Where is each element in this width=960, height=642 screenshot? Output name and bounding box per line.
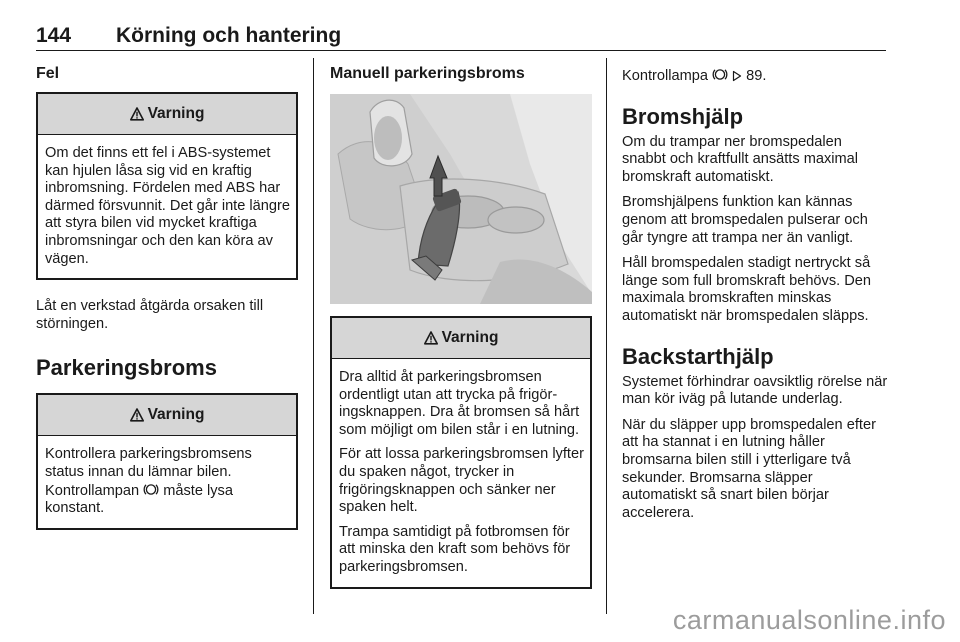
manual-parking-heading: Manuell parkeringsbroms [330,65,525,82]
lamp-page-ref: 89. [742,68,767,84]
warning-triangle-icon [130,408,144,422]
warning-triangle-icon [424,331,438,345]
parkeringsbroms-heading: Parkeringsbroms [36,355,217,381]
warning-triangle-icon [130,107,144,121]
column-divider-1 [313,58,314,614]
workshop-advice: Låt en verkstad åtgärda orsaken till störningen. [36,298,264,332]
bromshjalp-para1: Om du trampar ner bromspedalen snabbt och kraftfullt ansätts maximal bromskraft automatiskt. [622,133,859,185]
bromshjalp-heading: Bromshjälp [622,103,744,129]
lamp-prefix: Kontrollampa [622,68,713,84]
warning-box-abs [36,92,298,280]
brake-lamp-icon [143,482,159,497]
column-1 [36,64,298,530]
header-rule [36,50,886,51]
backstart-para2: När du släpper upp bromspedalen efter att ha stannat i en lutning håller bromsarna bilen still i ytterligare två sekunder. Bromsarna släpper automatiskt så snart bilen börjar accelerera. [622,416,876,521]
backstart-para1: Systemet förhindrar oavsiktlig rörelse när man kör iväg på lutande underlag. [622,373,888,408]
lamp-reference [622,67,888,86]
brake-lamp-icon [712,67,728,82]
chapter-title: Körning och hantering [116,24,342,47]
warning-text-part2: måste lysa konstant. [45,482,233,517]
warning-text-para3: Trampa samtidigt på fotbromsen för att minska den kraft som behövs för parkeringsbromsen. [339,523,571,575]
warning-box-manual-brake [330,316,592,589]
backstarthjalp-heading: Backstarthjälp [622,343,774,369]
column-2 [330,64,592,589]
warning-label: Varning [147,105,205,122]
watermark: carmanualsonline.info [672,605,946,635]
page-header [36,24,886,50]
column-divider-2 [606,58,607,614]
warning-header [332,318,590,359]
bromshjalp-para2: Bromshjälpens funktion kan kännas genom att bromspedalen pulserar och går tyngre att trampa ner än vanligt. [622,194,868,246]
warning-text-part1: Kontrollera parkeringsbromsens status innan du lämnar bilen. Kontrollampan [45,446,252,499]
warning-text-parking [45,446,290,517]
warning-text-para1: Dra alltid åt parkeringsbromsen ordentligt utan att trycka på frigöringsknappen. Dra åt bromsen så hårt som möjligt om bilen står i en lutning. [339,369,580,438]
column-3 [622,64,888,522]
warning-text-abs: Om det finns ett fel i ABS-systemet kan hjulen låsa sig vid en kraftig inbromsning. Fördelen med ABS har därmed försvunnit. Det går inte längre att styra bilen vid mycket kraftiga inbromsningar och den kan köra av vägen. [45,145,290,267]
page-number: 144 [36,24,72,47]
page-reference-triangle-icon [732,70,742,82]
parking-brake-illustration [330,94,592,304]
warning-label: Varning [147,406,205,424]
fel-heading: Fel [36,65,60,82]
warning-box-parking [36,393,298,529]
bromshjalp-para3: Håll bromspedalen stadigt nertryckt så länge som full bromskraft behövs. Den maximala bromskraften minskas automatiskt när bromspedalen släpps. [622,255,872,324]
warning-header [38,94,296,135]
warning-label: Varning [441,329,499,346]
warning-header [38,395,296,436]
warning-text-para2: För att lossa parkeringsbromsen lyfter du spaken något, trycker in frigöringsknappen och sänker ner spaken helt. [339,446,584,516]
